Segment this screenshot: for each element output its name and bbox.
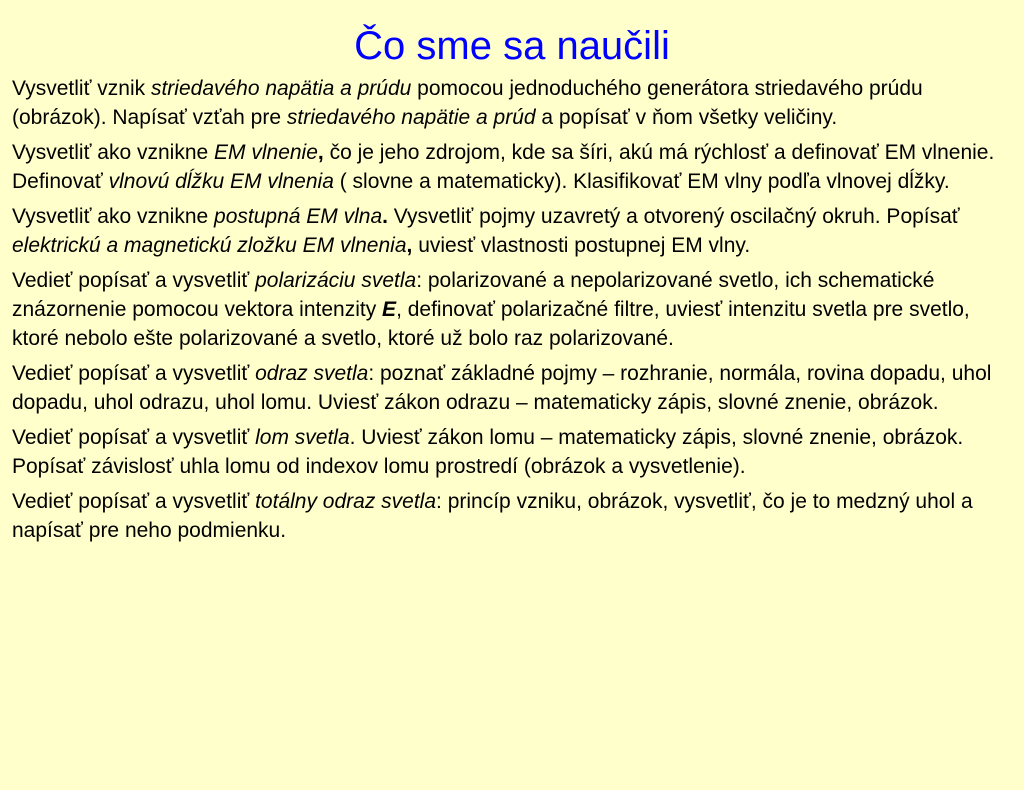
text-run: : poznať základné pojmy – rozhranie, normála, rovina dopadu, uhol dopadu, uhol odrazu, uhol lomu. Uviesť zákon odrazu – matematicky zápis, slovné znenie, obrázok. xyxy=(12,362,992,414)
text-run: pomocou jednoduchého generátora striedavého prúdu (obrázok). Napísať vzťah pre xyxy=(12,77,923,129)
text-run-italic: lom svetla xyxy=(255,426,350,449)
text-run-bold: , xyxy=(406,234,413,257)
text-run: Vedieť popísať a vysvetliť xyxy=(12,490,256,513)
text-run: Vysvetliť ako vznikne xyxy=(12,141,215,164)
paragraph-reflection xyxy=(12,359,1012,417)
text-run-italic: postupná EM vlna xyxy=(214,205,383,228)
text-run-italic: polarizáciu svetla xyxy=(255,269,417,292)
text-run: čo je jeho zdrojom, kde sa šíri, akú má rýchlosť a definovať EM vlnenie. Definovať xyxy=(12,141,995,193)
slide xyxy=(0,22,1024,790)
text-run-italic: striedavého napätia a prúdu xyxy=(150,77,412,100)
text-run: uviesť vlastnosti postupnej EM vlny. xyxy=(412,234,751,257)
text-run: Vedieť popísať a vysvetliť xyxy=(12,362,256,385)
text-run: Vysvetliť ako vznikne xyxy=(12,205,215,228)
paragraph-em-wave xyxy=(12,138,1012,196)
text-run-italic: EM vlnenie xyxy=(214,141,318,164)
paragraph-polarization xyxy=(12,266,1012,353)
text-run-italic: vlnovú dĺžku EM vlnenia xyxy=(108,170,334,193)
text-run: ( slovne a matematicky). Klasifikovať EM vlny podľa vlnovej dĺžky. xyxy=(333,170,950,193)
text-run: Vedieť popísať a vysvetliť xyxy=(12,426,256,449)
text-run-bold-italic: E xyxy=(382,298,397,321)
text-run-bold: . xyxy=(382,205,388,228)
text-run: : polarizované a nepolarizované svetlo, ich schematické znázornenie pomocou vektora intenzity xyxy=(12,269,935,321)
text-run-italic: totálny odraz svetla xyxy=(255,490,437,513)
paragraph-total-reflection xyxy=(12,487,1012,545)
paragraph-traveling-wave xyxy=(12,202,1012,260)
slide-title: Čo sme sa naučili xyxy=(354,24,670,68)
text-run: Vedieť popísať a vysvetliť xyxy=(12,269,256,292)
paragraph-refraction xyxy=(12,423,1012,481)
text-run-italic: odraz svetla xyxy=(255,362,369,385)
text-run: Vysvetliť vznik xyxy=(12,77,151,100)
text-run: a popísať v ňom všetky veličiny. xyxy=(535,106,838,129)
text-run: . Uviesť zákon lomu – matematicky zápis, slovné znenie, obrázok. Popísať závislosť uhla lomu od indexov lomu prostredí (obrázok a vysvetlenie). xyxy=(12,426,964,478)
text-run-italic: elektrickú a magnetickú zložku EM vlnenia xyxy=(12,234,407,257)
text-run-bold: , xyxy=(317,141,324,164)
text-run: Vysvetliť pojmy uzavretý a otvorený oscilačný okruh. Popísať xyxy=(387,205,960,228)
text-run: , definovať polarizačné filtre, uviesť intenzitu svetla pre svetlo, ktoré nebolo ešte polarizované a svetlo, ktoré už bolo raz polarizované. xyxy=(12,298,970,350)
text-run: : princíp vzniku, obrázok, vysvetliť, čo je to medzný uhol a napísať pre neho podmienku. xyxy=(12,490,973,542)
paragraph-ac-generator xyxy=(12,74,1012,132)
text-run-italic: striedavého napätie a prúd xyxy=(286,106,536,129)
